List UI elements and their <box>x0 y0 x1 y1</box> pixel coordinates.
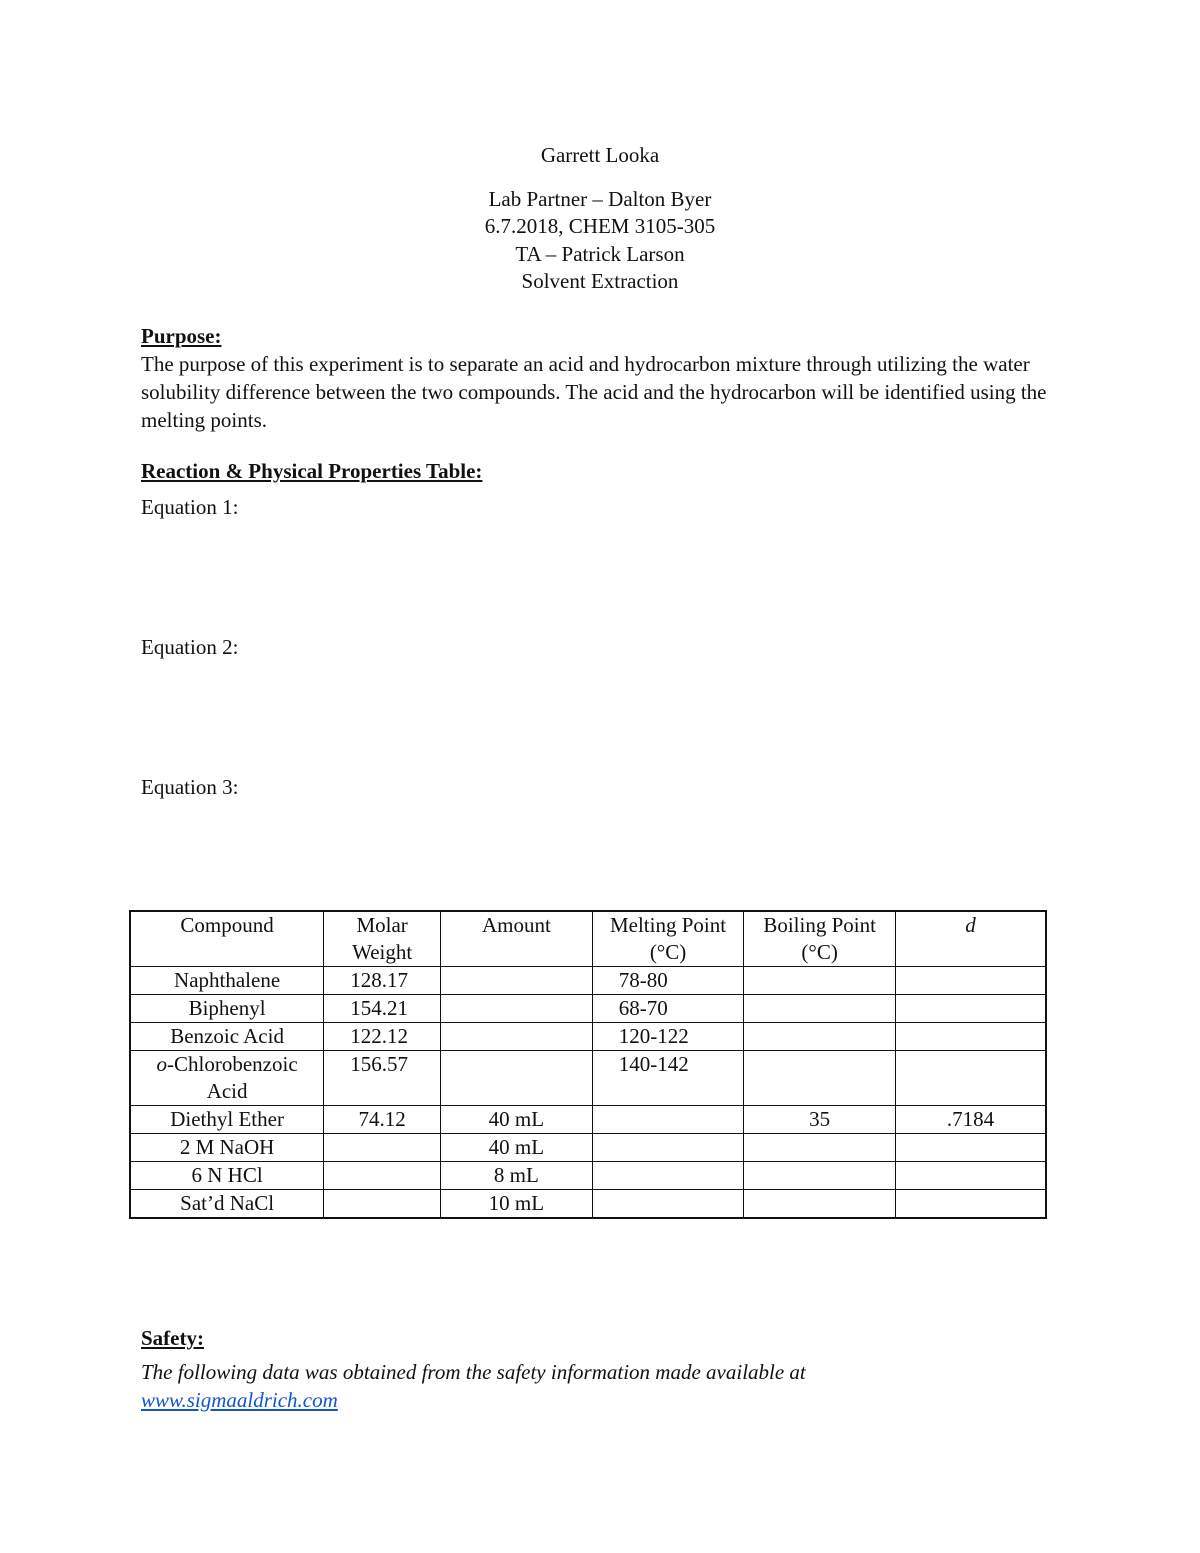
cell-melting-point <box>592 1162 744 1190</box>
cell-molar-weight: 74.12 <box>324 1106 441 1134</box>
cell-boiling-point <box>744 1051 896 1106</box>
cell-density <box>895 1162 1046 1190</box>
sigma-aldrich-link[interactable]: www.sigmaaldrich.com <box>141 1388 338 1412</box>
header-melting-point: Melting Point (°C) <box>592 911 744 967</box>
cell-molar-weight <box>324 1134 441 1162</box>
cell-amount: 40 mL <box>441 1134 593 1162</box>
reaction-heading: Reaction & Physical Properties Table: <box>141 459 483 483</box>
cell-compound: Diethyl Ether <box>130 1106 324 1134</box>
cell-amount: 8 mL <box>441 1162 593 1190</box>
author-name: Garrett Looka <box>540 143 660 167</box>
cell-density <box>895 1134 1046 1162</box>
document-title: Solvent Extraction <box>521 269 679 293</box>
cell-boiling-point <box>744 1190 896 1219</box>
compound-name: -Chlorobenzoic Acid <box>167 1052 298 1103</box>
cell-density <box>895 967 1046 995</box>
cell-melting-point: 140-142 <box>592 1051 744 1106</box>
cell-amount <box>441 1051 593 1106</box>
cell-molar-weight: 122.12 <box>324 1023 441 1051</box>
cell-compound: Biphenyl <box>130 995 324 1023</box>
cell-molar-weight: 154.21 <box>324 995 441 1023</box>
cell-compound: Sat’d NaCl <box>130 1190 324 1219</box>
safety-text: The following data was obtained from the safety information made available at <box>141 1360 806 1384</box>
table-row <box>130 1162 1046 1190</box>
purpose-section <box>141 322 1061 434</box>
header-boiling-point: Boiling Point (°C) <box>744 911 896 967</box>
header-molar-weight: Molar Weight <box>324 911 441 967</box>
cell-amount <box>441 967 593 995</box>
cell-compound: 6 N HCl <box>130 1162 324 1190</box>
purpose-heading: Purpose: <box>141 324 222 348</box>
document-header <box>0 142 1200 296</box>
teaching-assistant: TA – Patrick Larson <box>515 241 685 266</box>
cell-melting-point <box>592 1190 744 1219</box>
cell-melting-point: 68-70 <box>592 995 744 1023</box>
cell-boiling-point <box>744 995 896 1023</box>
table-row <box>130 995 1046 1023</box>
header-compound: Compound <box>130 911 324 967</box>
safety-section <box>141 1324 1061 1414</box>
cell-amount <box>441 995 593 1023</box>
cell-molar-weight <box>324 1162 441 1190</box>
cell-melting-point <box>592 1134 744 1162</box>
cell-boiling-point <box>744 1162 896 1190</box>
equation-2-label: Equation 2: <box>141 635 239 659</box>
table-header-row <box>130 911 1046 967</box>
header-amount: Amount <box>441 911 593 967</box>
safety-heading: Safety: <box>141 1326 204 1350</box>
cell-compound: Benzoic Acid <box>130 1023 324 1051</box>
cell-density <box>895 1023 1046 1051</box>
cell-boiling-point <box>744 1134 896 1162</box>
cell-melting-point <box>592 1106 744 1134</box>
equation-3-label: Equation 3: <box>141 775 239 799</box>
equation-1-label: Equation 1: <box>141 495 239 519</box>
cell-compound: 2 M NaOH <box>130 1134 324 1162</box>
cell-amount: 10 mL <box>441 1190 593 1219</box>
date-course: 6.7.2018, CHEM 3105-305 <box>484 214 716 238</box>
cell-compound <box>130 1051 324 1106</box>
cell-density: .7184 <box>895 1106 1046 1134</box>
table-row <box>130 967 1046 995</box>
table-row <box>130 1023 1046 1051</box>
cell-boiling-point <box>744 967 896 995</box>
purpose-text: The purpose of this experiment is to separate an acid and hydrocarbon mixture through utilizing the water solubility difference between the two compounds. The acid and the hydrocarbon will be identified using the melting points. <box>141 352 1047 432</box>
physical-properties-table <box>129 910 1047 1219</box>
reaction-heading-wrap <box>141 457 1061 485</box>
table-row <box>130 1051 1046 1106</box>
header-density: d <box>895 911 1046 967</box>
cell-molar-weight <box>324 1190 441 1219</box>
cell-amount <box>441 1023 593 1051</box>
cell-amount: 40 mL <box>441 1106 593 1134</box>
cell-boiling-point <box>744 1023 896 1051</box>
cell-density <box>895 995 1046 1023</box>
cell-density <box>895 1051 1046 1106</box>
table-row <box>130 1190 1046 1219</box>
lab-partner: Lab Partner – Dalton Byer <box>488 186 712 211</box>
cell-melting-point: 120-122 <box>592 1023 744 1051</box>
cell-molar-weight: 128.17 <box>324 967 441 995</box>
table-row <box>130 1106 1046 1134</box>
cell-compound: Naphthalene <box>130 967 324 995</box>
cell-boiling-point: 35 <box>744 1106 896 1134</box>
cell-density <box>895 1190 1046 1219</box>
table-row <box>130 1134 1046 1162</box>
cell-molar-weight: 156.57 <box>324 1051 441 1106</box>
cell-melting-point: 78-80 <box>592 967 744 995</box>
compound-prefix: o <box>156 1052 168 1076</box>
